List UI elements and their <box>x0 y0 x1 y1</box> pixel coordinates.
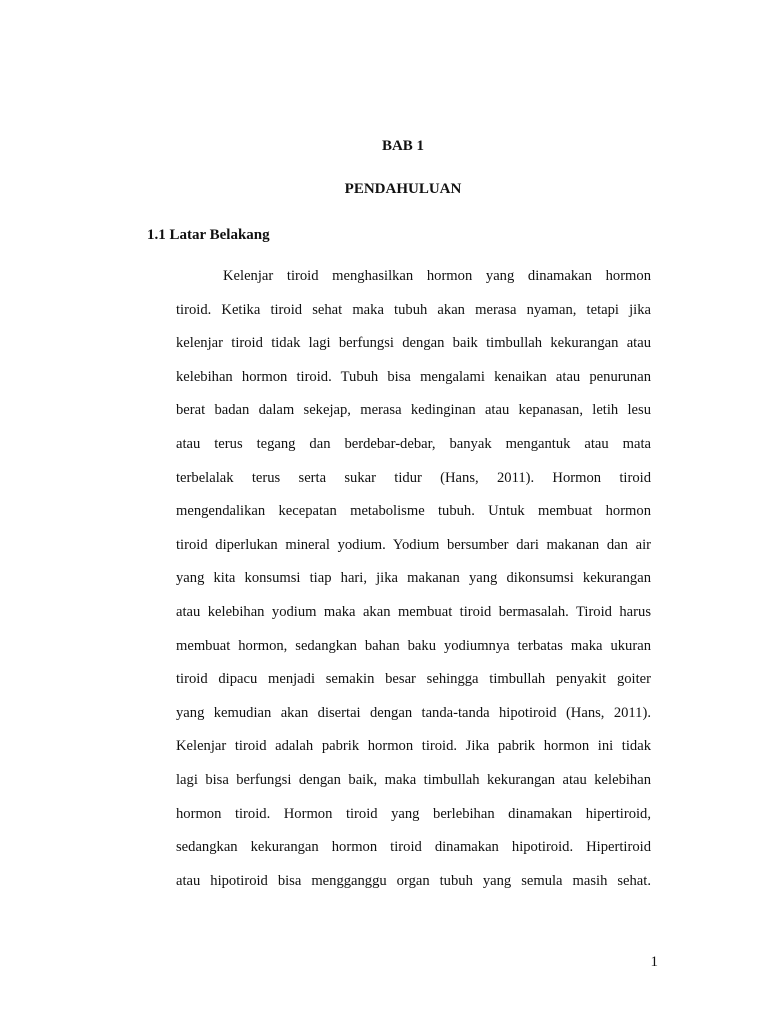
paragraph-line: tiroid. Ketika tiroid sehat maka tubuh akan merasa nyaman, tetapi jika <box>176 301 651 318</box>
paragraph-line: atau terus tegang dan berdebar-debar, banyak mengantuk atau mata <box>176 435 651 452</box>
paragraph-line: mengendalikan kecepatan metabolisme tubuh. Untuk membuat hormon <box>176 503 651 520</box>
section-heading: 1.1 Latar Belakang <box>147 227 270 243</box>
paragraph-line: atau hipotiroid bisa mengganggu organ tubuh yang semula masih sehat. <box>176 872 651 889</box>
paragraph-line: hormon tiroid. Hormon tiroid yang berlebihan dinamakan hipertiroid, <box>176 805 651 822</box>
paragraph-line: tiroid diperlukan mineral yodium. Yodium bersumber dari makanan dan air <box>176 536 651 553</box>
paragraph-line: Kelenjar tiroid adalah pabrik hormon tiroid. Jika pabrik hormon ini tidak <box>176 738 651 755</box>
paragraph-line: yang kemudian akan disertai dengan tanda-tanda hipotiroid (Hans, 2011). <box>176 704 651 721</box>
body-paragraph <box>176 266 651 904</box>
paragraph-line: membuat hormon, sedangkan bahan baku yodiumnya terbatas maka ukuran <box>176 637 651 654</box>
paragraph-line: Kelenjar tiroid menghasilkan hormon yang dinamakan hormon <box>223 268 651 284</box>
chapter-title: PENDAHULUAN <box>344 181 462 197</box>
paragraph-line: terbelalak terus serta sukar tidur (Hans, 2011). Hormon tiroid <box>176 469 651 486</box>
paragraph-line: atau kelebihan yodium maka akan membuat tiroid bermasalah. Tiroid harus <box>176 603 651 620</box>
paragraph-line: kelenjar tiroid tidak lagi berfungsi dengan baik timbullah kekurangan atau <box>176 335 651 352</box>
paragraph-line: berat badan dalam sekejap, merasa kedinginan atau kepanasan, letih lesu <box>176 402 651 419</box>
paragraph-line: sedangkan kekurangan hormon tiroid dinamakan hipotiroid. Hipertiroid <box>176 839 651 856</box>
page-number: 1 <box>650 954 658 970</box>
paragraph-line: tiroid dipacu menjadi semakin besar sehingga timbullah penyakit goiter <box>176 671 651 688</box>
paragraph-line: kelebihan hormon tiroid. Tubuh bisa mengalami kenaikan atau penurunan <box>176 368 651 385</box>
paragraph-line: lagi bisa berfungsi dengan baik, maka timbullah kekurangan atau kelebihan <box>176 771 651 788</box>
paragraph-line: yang kita konsumsi tiap hari, jika makanan yang dikonsumsi kekurangan <box>176 570 651 587</box>
chapter-number: BAB 1 <box>381 138 425 154</box>
